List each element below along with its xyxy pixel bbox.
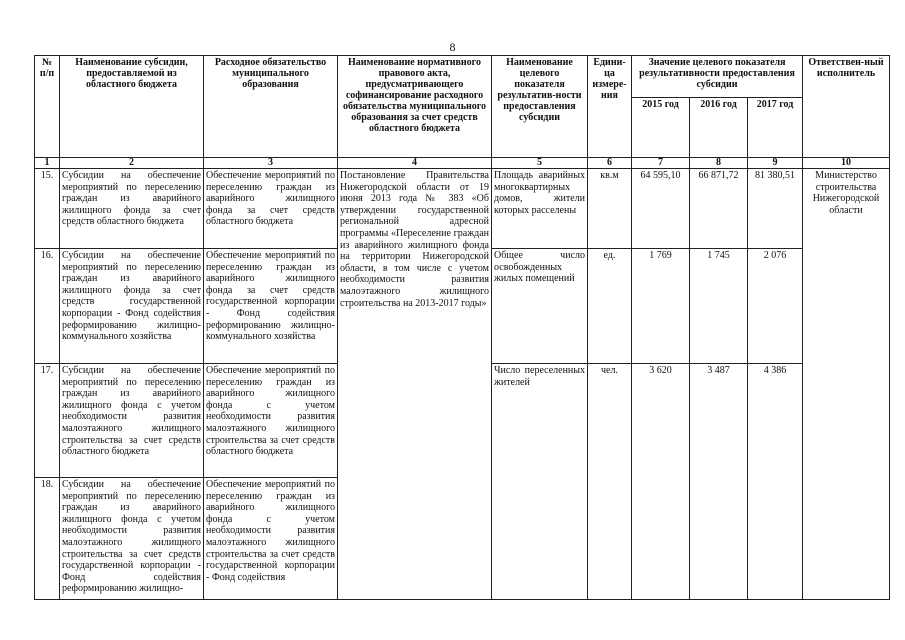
- subsidy-table: [34, 55, 890, 600]
- indicator-value-2017: 4 386: [748, 364, 803, 600]
- indicator-value-2017: 2 076: [748, 249, 803, 364]
- page-number: 8: [449, 40, 456, 54]
- column-number: 10: [803, 158, 890, 169]
- column-number: 8: [690, 158, 748, 169]
- indicator-unit: ед.: [588, 249, 632, 364]
- obligation-text: Обеспечение мероприятий по переселению граждан из аварийного жилищного фонда за счет средств государственной корпорации - Фонд содействия реформированию жилищно-коммунального хозяйства: [204, 249, 338, 364]
- column-number-row: [35, 158, 890, 169]
- header-act: Наименование нормативного правового акта, предусматривающего софинансирование расходного обязательства муниципального образования за счет средств областного бюджета: [338, 56, 492, 158]
- column-number: 7: [632, 158, 690, 169]
- column-number: 6: [588, 158, 632, 169]
- indicator-name: Площадь аварийных многоквартирных домов, жители которых расселены: [492, 169, 588, 249]
- row-number: 17.: [35, 364, 60, 478]
- header-subsidy: Наименование субсидии, предоставляемой из областного бюджета: [60, 56, 204, 158]
- subsidy-name: Субсидии на обеспечение мероприятий по переселению граждан из аварийного жилищного фонда за счет средств областного бюджета: [60, 169, 204, 249]
- subsidy-name: Субсидии на обеспечение мероприятий по переселению граждан из аварийного жилищного фонда за счет средств государственной корпорации - Фонд содействия реформированию жилищно-коммунального хозяйства: [60, 249, 204, 364]
- header-indicator: Наименование целевого показателя результатив-ности предоставления субсидии: [492, 56, 588, 158]
- indicator-value-2015: 3 620: [632, 364, 690, 600]
- column-number: 9: [748, 158, 803, 169]
- header-year-2015: 2015 год: [632, 98, 690, 158]
- header-num: № п/п: [35, 56, 60, 158]
- row-number: 16.: [35, 249, 60, 364]
- header-obligation: Расходное обязательство муниципального образования: [204, 56, 338, 158]
- indicator-unit: чел.: [588, 364, 632, 600]
- column-number: 1: [35, 158, 60, 169]
- header-year-2016: 2016 год: [690, 98, 748, 158]
- obligation-text: Обеспечение мероприятий по переселению граждан из аварийного жилищного фонда за счет средств областного бюджета: [204, 169, 338, 249]
- legal-act-text: Постановление Правительства Нижегородской области от 19 июня 2013 года № 383 «Об утверждении государственной региональной адресной программы «Переселение граждан из аварийного жилищного фонда на территории Нижегородской области, в том числе с учетом необходимости развития малоэтажного жилищного строительства на 2013-2017 годы»: [338, 169, 492, 600]
- column-number: 4: [338, 158, 492, 169]
- column-number: 5: [492, 158, 588, 169]
- indicator-value-2016: 1 745: [690, 249, 748, 364]
- indicator-name: Общее число освобожденных жилых помещений: [492, 249, 588, 364]
- responsible-executor: Министерство строительства Нижегородской области: [803, 169, 890, 600]
- indicator-name: Число переселенных жителей: [492, 364, 588, 600]
- indicator-value-2015: 64 595,10: [632, 169, 690, 249]
- indicator-unit: кв.м: [588, 169, 632, 249]
- indicator-value-2016: 3 487: [690, 364, 748, 600]
- column-number: 3: [204, 158, 338, 169]
- header-unit: Едини-ца измере-ния: [588, 56, 632, 158]
- indicator-value-2016: 66 871,72: [690, 169, 748, 249]
- subsidy-name: Субсидии на обеспечение мероприятий по переселению граждан из аварийного жилищного фонда с учетом необходимости развития малоэтажного жилищного строительства за счет средств государственной корпорации - Фонд содействия реформированию жилищно-: [60, 478, 204, 600]
- column-number: 2: [60, 158, 204, 169]
- obligation-text: Обеспечение мероприятий по переселению граждан из аварийного жилищного фонда с учетом необходимости развития малоэтажного жилищного строительства за счет средств государственной корпорации - Фонд содействия: [204, 478, 338, 600]
- row-number: 15.: [35, 169, 60, 249]
- header-responsible: Ответствен-ный исполнитель: [803, 56, 890, 158]
- header-year-2017: 2017 год: [748, 98, 803, 158]
- subsidy-name: Субсидии на обеспечение мероприятий по переселению граждан из аварийного жилищного фонда с учетом необходимости развития малоэтажного жилищного строительства за счет средств областного бюджета: [60, 364, 204, 478]
- indicator-value-2017: 81 380,51: [748, 169, 803, 249]
- obligation-text: Обеспечение мероприятий по переселению граждан из аварийного жилищного фонда с учетом необходимости развития малоэтажного жилищного строительства за счет средств областного бюджета: [204, 364, 338, 478]
- header-target-values: Значение целевого показателя результативности предоставления субсидии: [632, 56, 803, 98]
- table-row: [35, 169, 890, 249]
- indicator-value-2015: 1 769: [632, 249, 690, 364]
- row-number: 18.: [35, 478, 60, 600]
